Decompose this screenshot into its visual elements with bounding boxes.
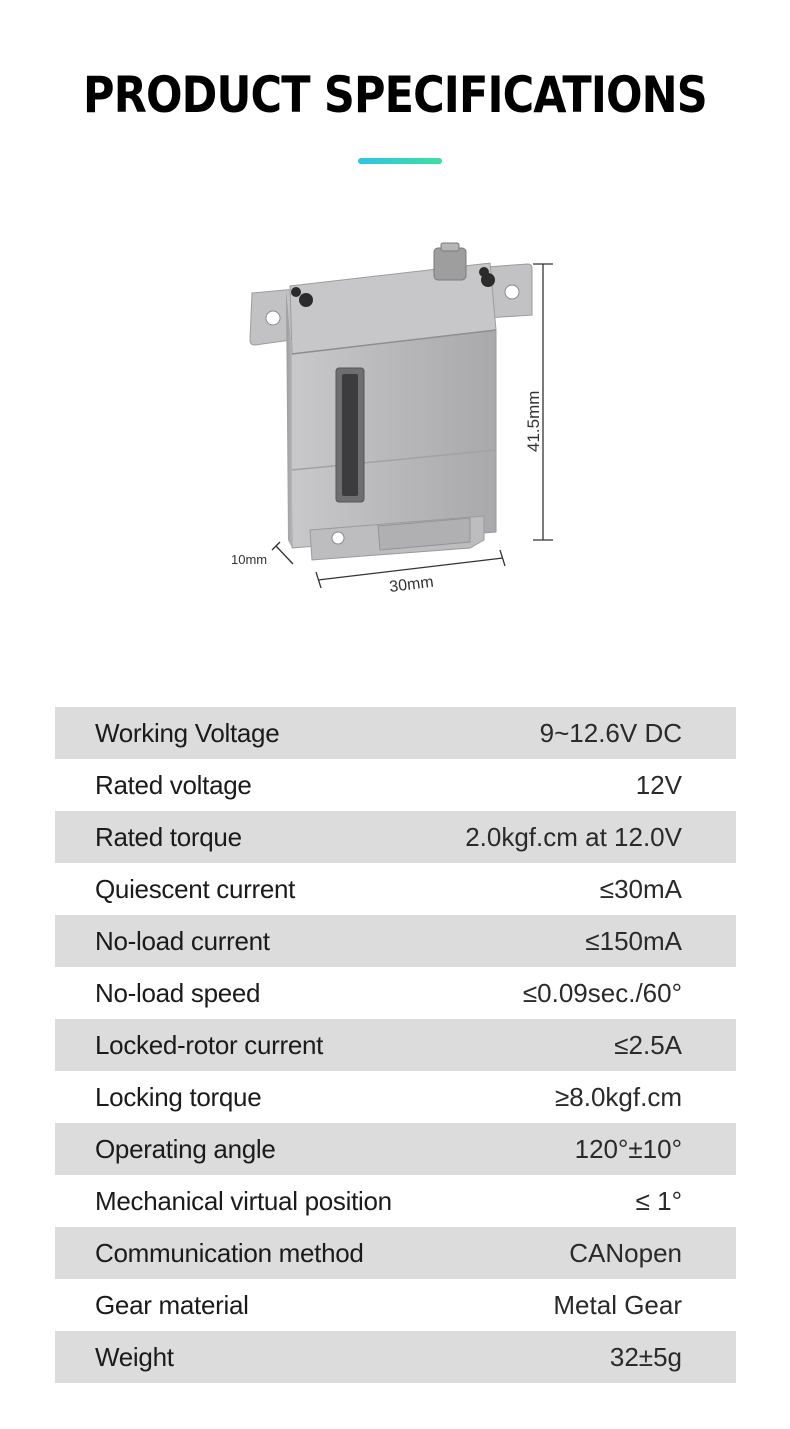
spec-value: CANopen xyxy=(569,1237,682,1268)
spec-row xyxy=(55,1331,736,1383)
spec-row xyxy=(55,1071,736,1123)
spec-value: ≥8.0kgf.cm xyxy=(555,1081,682,1112)
spec-row xyxy=(55,915,736,967)
spec-label: Locked-rotor current xyxy=(95,1029,324,1060)
depth-dimension xyxy=(272,542,293,564)
spec-label: Weight xyxy=(95,1341,174,1372)
spec-row xyxy=(55,1279,736,1331)
spec-label: No-load current xyxy=(95,925,270,956)
spec-row xyxy=(55,1123,736,1175)
page-title: PRODUCT SPECIFICATIONS xyxy=(83,66,707,124)
spec-label: Working Voltage xyxy=(95,717,280,748)
spec-label: Operating angle xyxy=(95,1133,276,1164)
spec-label: Rated voltage xyxy=(95,769,252,800)
dim-depth-label: 10mm xyxy=(231,552,268,567)
dim-width-label: 30mm xyxy=(388,573,435,596)
spec-value: 9~12.6V DC xyxy=(539,717,682,748)
spec-value: 2.0kgf.cm at 12.0V xyxy=(465,821,682,852)
spec-label: Gear material xyxy=(95,1289,249,1320)
spec-value: 32±5g xyxy=(609,1341,682,1372)
spec-row xyxy=(55,707,736,759)
spec-value: Metal Gear xyxy=(553,1289,682,1320)
spec-label: Communication method xyxy=(95,1237,364,1268)
spec-label: Quiescent current xyxy=(95,873,296,904)
output-spline-icon xyxy=(434,243,466,280)
spec-label: Locking torque xyxy=(95,1081,262,1112)
spec-row xyxy=(55,967,736,1019)
spec-row xyxy=(55,1019,736,1071)
dim-height-label: 41.5mm xyxy=(524,390,543,452)
spec-row xyxy=(55,863,736,915)
spec-row xyxy=(55,759,736,811)
product-figure xyxy=(0,230,790,610)
spec-label: No-load speed xyxy=(95,977,261,1008)
spec-row xyxy=(55,1175,736,1227)
spec-row xyxy=(55,1227,736,1279)
spec-value: 12V xyxy=(635,769,682,800)
spec-label: Mechanical virtual position xyxy=(95,1185,392,1216)
title-accent-bar xyxy=(358,158,442,164)
spec-table xyxy=(55,707,736,1383)
spec-label: Rated torque xyxy=(95,821,242,852)
spec-row xyxy=(55,811,736,863)
spec-value: 120°±10° xyxy=(574,1133,682,1164)
spec-value: ≤150mA xyxy=(585,925,682,956)
spec-value: ≤ 1° xyxy=(635,1185,682,1216)
servo-illustration xyxy=(0,230,790,610)
spec-value: ≤0.09sec./60° xyxy=(522,977,682,1008)
spec-value: ≤2.5A xyxy=(614,1029,682,1060)
spec-value: ≤30mA xyxy=(599,873,682,904)
